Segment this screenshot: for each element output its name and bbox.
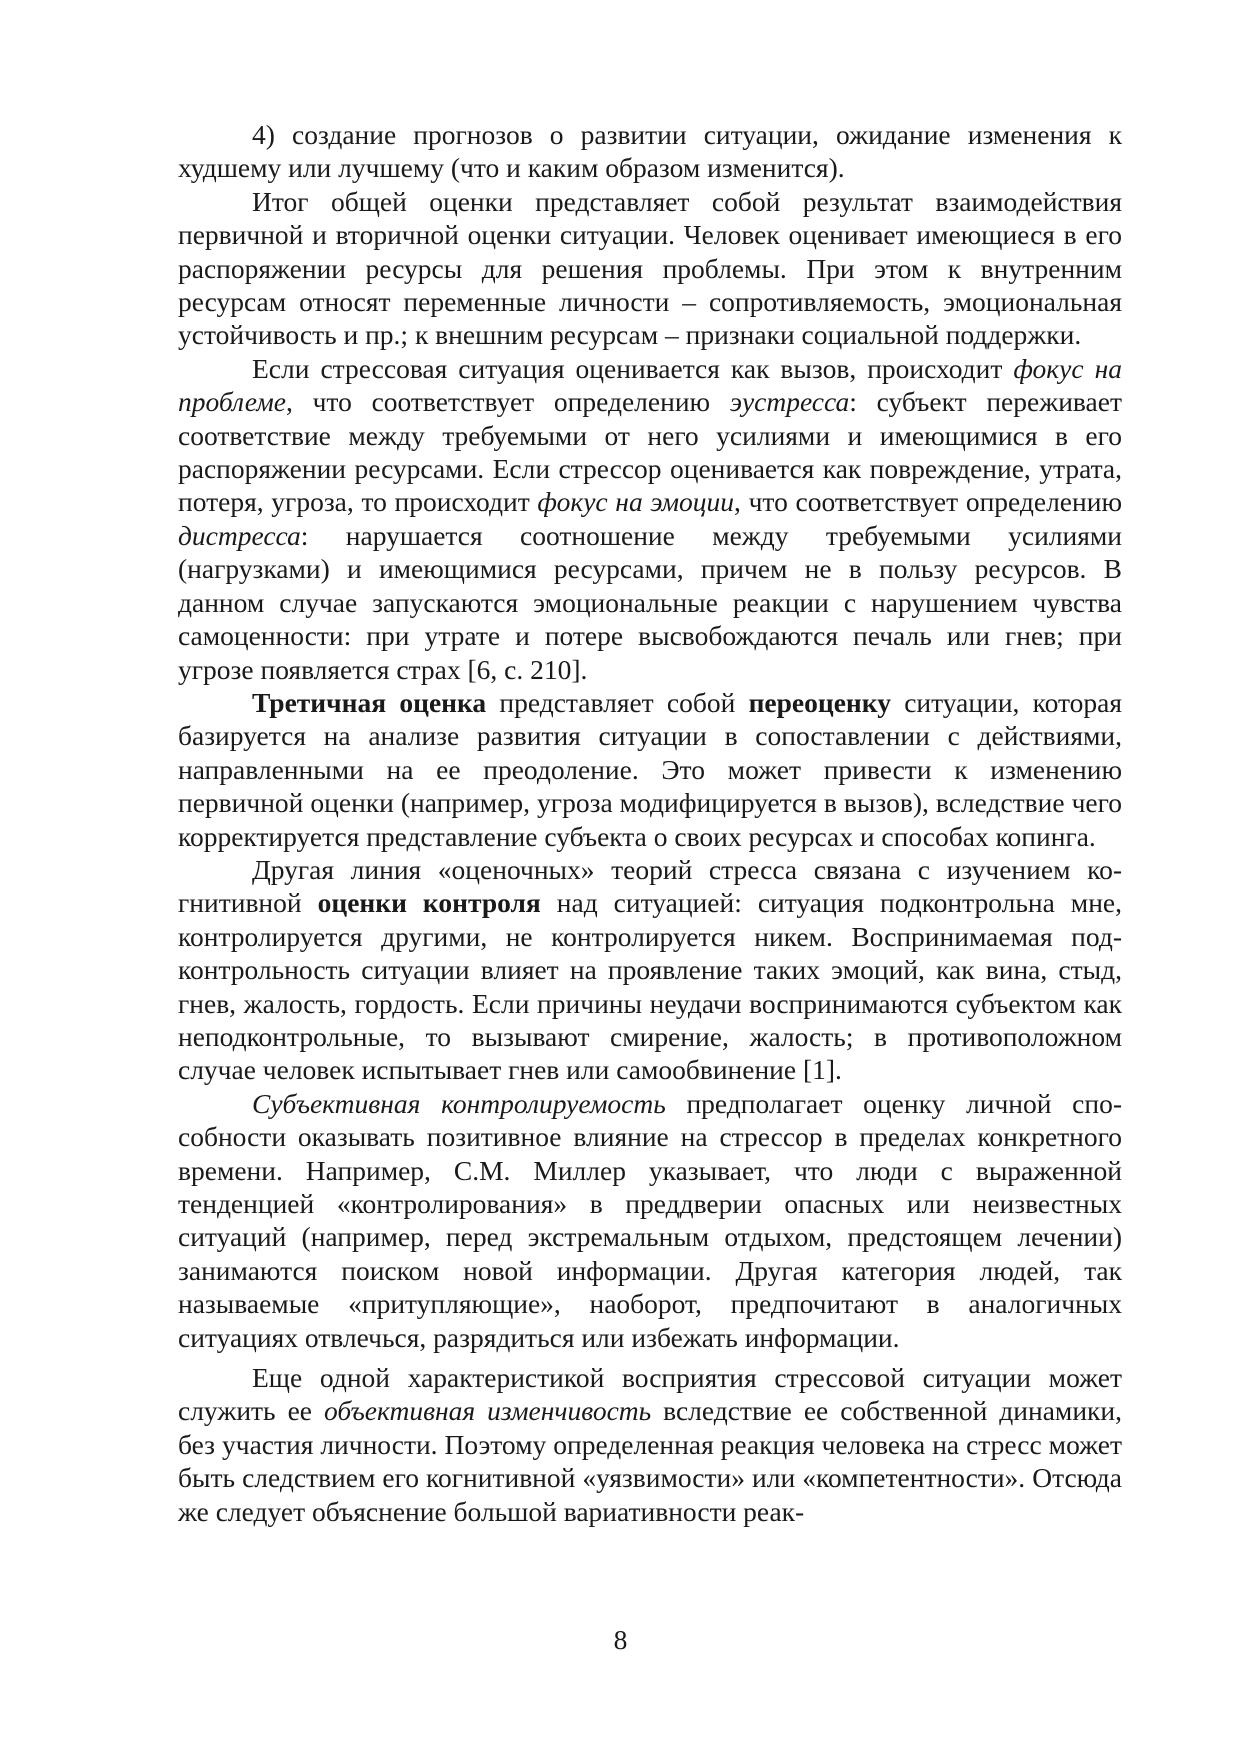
text-run: , что соответствует определению [734,486,1122,518]
bold-text: переоценку [748,686,891,718]
text-run: , что соответствует определению [286,386,730,418]
text-run: предполагает оценку личной способности оказывать позитивное влияние на стрессор в пределах конкретного времени. Например, С.М. Миллер указывает, что люди с выраженной тенденцией «контролирования» в преддверии опасных или неизвестных ситуаций (например, перед экстремальным отдыхом, предстоящем лечении) занимаются поиском новой информации. Другая категория людей, так называемые «притупляющие», наоборот, предпочитают в аналогичных ситуациях отвлечься, разрядиться или избежать информации. [178,1087,1122,1353]
text-run: вследствие ее собственной динамики, без участия личности. Поэтому определенная реакция человека на стресс может быть следствием его когнитивной «уязвимости» или «компетентности». Отсюда же следует объяснение большой вариативности реак- [178,1395,1123,1527]
italic-text: дистресса [178,519,301,551]
text-run: Другая линия «оценочных» теорий стресса связана с изучением когнитивной [178,853,1122,919]
italic-text: фокус на эмоции [537,486,735,518]
italic-text: объективная изменчивость [323,1395,652,1427]
bold-text: оценки контроля [317,887,541,919]
text-run: 4) создание прогнозов о развитии ситуации, ожидание изменения к худшему или лучшему (что и каким образом изменится). [178,119,1122,184]
paragraph-p6 [178,1087,1122,1354]
page-body [178,118,1122,1528]
paragraph-p7 [178,1361,1122,1528]
italic-text: фокус на проблеме [178,352,1122,418]
page-number: 8 [613,1624,628,1655]
italic-text: эустресса [729,386,850,418]
paragraph-p5 [178,853,1122,1087]
paragraph-p3 [178,352,1122,686]
text-run: Еще одной характеристикой восприятия стрессовой ситуации может служить ее [178,1362,1122,1427]
text-run: над ситуацией: ситуация подконтрольна мне, контролируется другими, не контролируется никем. Воспринимаемая подконтрольность ситуации влияет на проявление таких эмоций, как вина, стыд, гнев, жалость, гордость. Если причины неудачи воспринимаются субъектом как неподконтрольные, то вызывают смирение, жалость; в противоположном случае человек испытывает гнев или самообвинение [1]. [178,887,1122,1086]
paragraph-p4 [178,686,1122,853]
text-run: ситуации, которая базируется на анализе развития ситуации в сопоставлении с действиями, направленными на ее преодоление. Это может привести к изменению первичной оценки (например, угроза модифицируется в вызов), вследствие чего корректируется представление субъекта о своих ресурсах и способах копинга. [178,686,1122,852]
text-run: Если стрессовая ситуация оценивается как вызов, происходит [252,352,1014,384]
paragraph-p2 [178,185,1122,352]
text-run: представляет собой [486,686,749,718]
italic-text: Субъективная контролируемость [252,1087,666,1119]
text-run: : нарушается соотношение между требуемыми усилиями (нагрузками) и имеющимися ресурсами, причем не в пользу ресурсов. В данном случае запускаются эмоциональные реакции с нарушением чувства самоценности: при утрате и потере высвобождаются печаль или гнев; при угрозе появляется страх [6, с. 210]. [178,519,1122,685]
paragraph-p1 [178,118,1122,185]
bold-text: Третичная оценка [252,686,487,718]
text-run: Итог общей оценки представляет собой результат взаимодействия первичной и вторичной оценки ситуации. Человек оценивает имеющиеся в его распоряжении ресурсы для решения проблемы. При этом к внутренним ресурсам относят переменные личности – сопротивляемость, эмоциональная устойчивость и пр.; к внешним ресурсам – признаки социальной поддержки. [178,185,1122,351]
text-run: : субъект переживает соответствие между требуемыми от него усилиями и имеющимися в его распоряжении ресурсами. Если стрессор оценивается как повреждение, утрата, потеря, угроза, то происходит [178,386,1122,518]
